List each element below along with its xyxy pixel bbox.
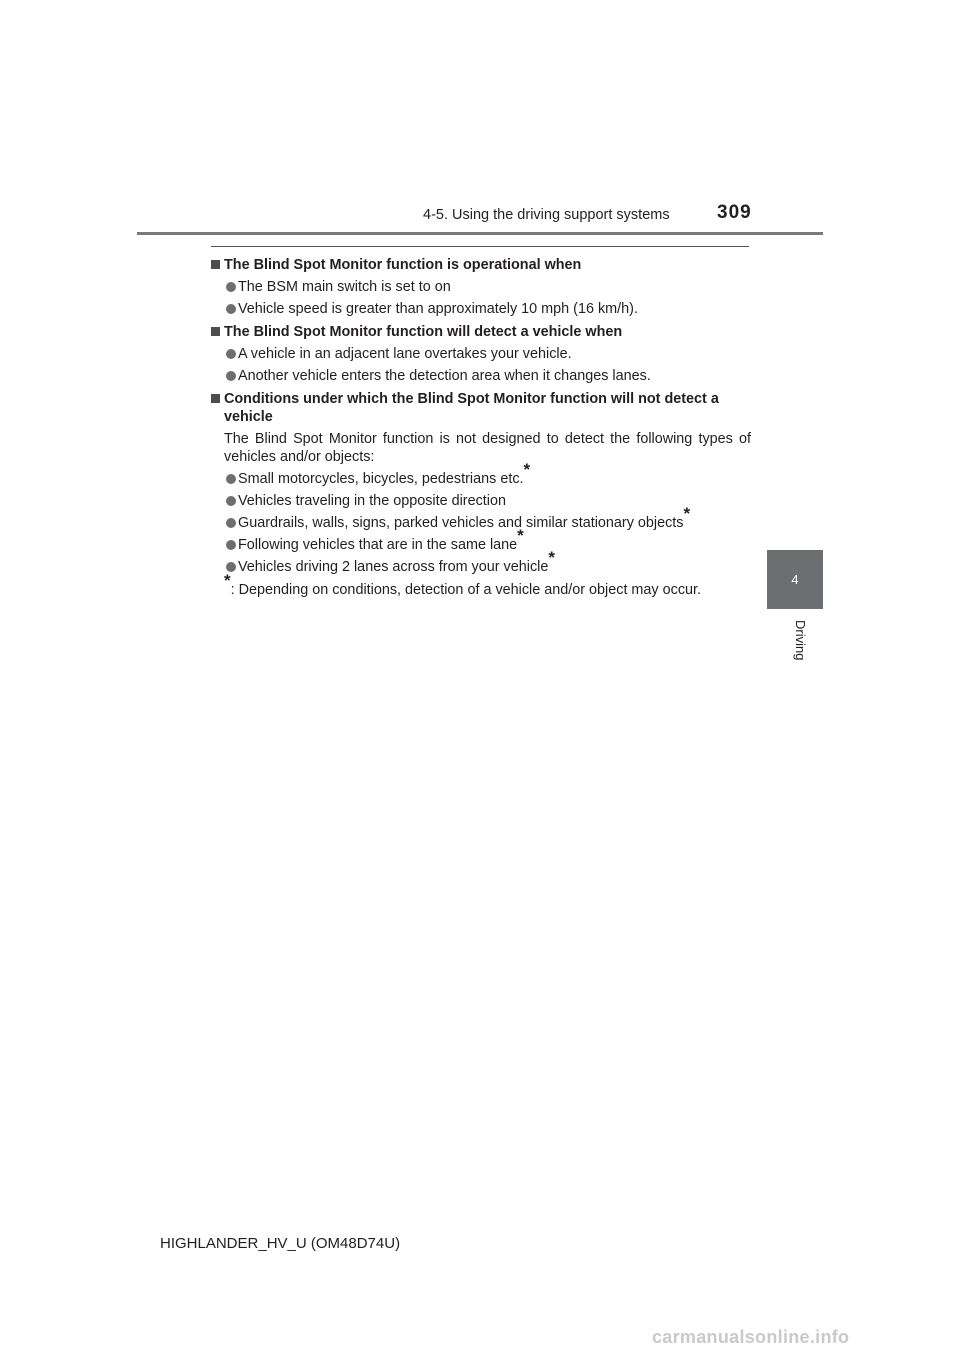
- footnote-marker: *: [523, 460, 531, 480]
- list-item: Following vehicles that are in the same lane*: [211, 536, 751, 554]
- round-bullet-icon: [226, 349, 236, 359]
- page-number: 309: [717, 202, 752, 223]
- model-code: HIGHLANDER_HV_U (OM48D74U): [160, 1235, 401, 1252]
- list-item: Vehicles driving 2 lanes across from your vehicle*: [211, 558, 751, 576]
- list-item: Vehicles traveling in the opposite direction: [211, 492, 751, 510]
- chapter-tab: [767, 550, 823, 609]
- square-bullet-icon: [211, 394, 220, 403]
- page-content: [211, 256, 751, 599]
- round-bullet-icon: [226, 518, 236, 528]
- footnote-marker: *: [224, 571, 231, 591]
- footnote-marker: *: [517, 526, 524, 546]
- footnote: *: Depending on conditions, detection of a vehicle and/or object may occur.: [224, 571, 702, 598]
- round-bullet-icon: [226, 474, 236, 484]
- content-divider: [211, 246, 749, 247]
- list-item: Vehicle speed is greater than approximately 10 mph (16 km/h).: [211, 300, 751, 318]
- heading-detect: The Blind Spot Monitor function will detect a vehicle when: [211, 323, 751, 341]
- square-bullet-icon: [211, 327, 220, 336]
- list-item: Guardrails, walls, signs, parked vehicles and similar stationary objects*: [211, 514, 751, 532]
- list-item: A vehicle in an adjacent lane overtakes your vehicle.: [211, 345, 751, 363]
- list-item: Another vehicle enters the detection area when it changes lanes.: [211, 367, 751, 385]
- footnote-marker: *: [548, 548, 555, 568]
- round-bullet-icon: [226, 282, 236, 292]
- chapter-label: Driving: [793, 620, 808, 661]
- watermark: carmanualsonline.info: [652, 1327, 850, 1347]
- footnote-marker: *: [683, 504, 691, 524]
- round-bullet-icon: [226, 496, 236, 506]
- header-divider: [137, 232, 823, 235]
- section-title: 4-5. Using the driving support systems: [423, 207, 670, 223]
- square-bullet-icon: [211, 260, 220, 269]
- heading-not-detect: Conditions under which the Blind Spot Monitor function will not detect a vehicle: [211, 390, 751, 426]
- list-item: The BSM main switch is set to on: [211, 278, 751, 296]
- round-bullet-icon: [226, 304, 236, 314]
- round-bullet-icon: [226, 371, 236, 381]
- round-bullet-icon: [226, 540, 236, 550]
- heading-operational: The Blind Spot Monitor function is operational when: [211, 256, 751, 274]
- chapter-number: 4: [791, 572, 799, 587]
- list-item: Small motorcycles, bicycles, pedestrians etc.*: [211, 470, 751, 488]
- paragraph: The Blind Spot Monitor function is not designed to detect the following types of vehicles and/or objects:: [224, 431, 751, 465]
